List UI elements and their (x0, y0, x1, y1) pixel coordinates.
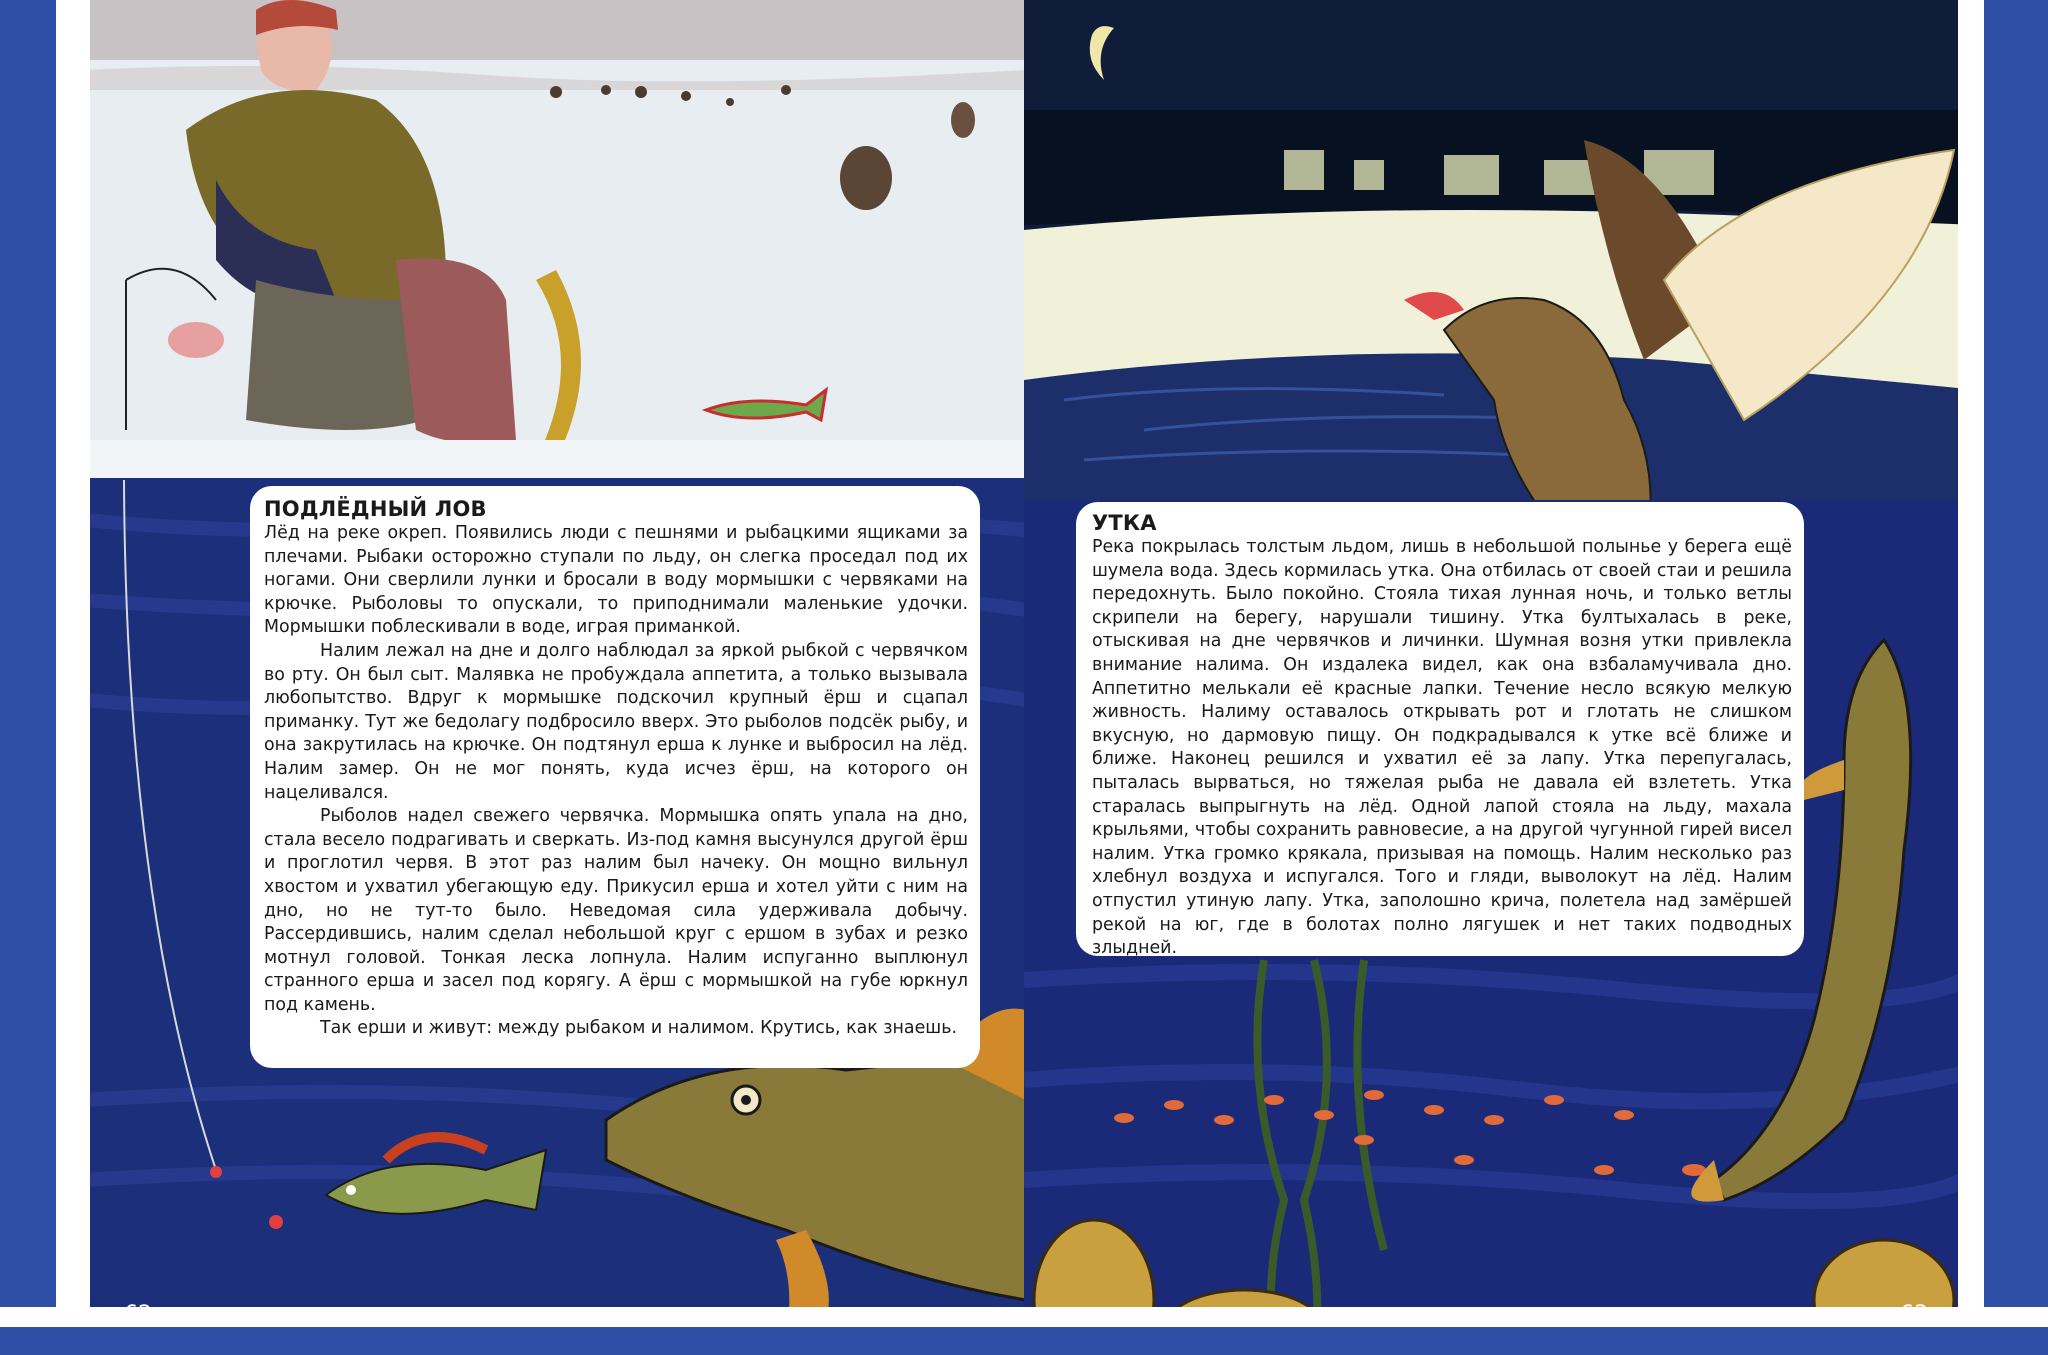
right-frame-edge (1958, 0, 1984, 1355)
left-story-box (250, 486, 980, 1068)
right-story-title: УТКА (1092, 511, 1157, 535)
left-paragraph: Так ерши и живут: между рыбаком и налимом. Крутись, как знаешь. (320, 1018, 957, 1039)
left-frame-edge (56, 0, 90, 1355)
left-paragraph: Рыболов надел свежего червячка. Мормышка опять упала на дно, стала весело подрагивать и сверкать. Из-под камня высунулся другой ёрш и проглотил червя. В этот раз налим был начеку. Он мощно вильнул хвостом и ухватил убегающую еду. Прикусил ерша и хотел уйти с ним на дно, но не тут-то было. Неведомая сила удерживала добычу. Рассердившись, налим сделал небольшой круг с ершом в зубах и резко мотнул головой. Тонкая леска лопнула. Налим испуганно выплюнул странного ерша и засел под корягу. А ёрш с мормышкой на губе юркнул под камень. (264, 806, 968, 1015)
right-story-box (1076, 502, 1804, 959)
page-number-left: 62 (124, 1302, 152, 1327)
left-paragraph: Лёд на реке окреп. Появились люди с пешнями и рыбацкими ящиками за плечами. Рыбаки осторожно ступали по льду, он слегка проседал под их ногами. Они сверлили лунки и бросали в воду мормышки с червяками на крючке. Рыболовы то опускали, то приподнимали маленькие удочки. Мормышки поблескивали в воде, играя приманкой. (264, 523, 968, 638)
bottom-band-blue (0, 1327, 2048, 1355)
page-number-right: 63 (1900, 1302, 1928, 1327)
left-paragraph: Налим лежал на дне и долго наблюдал за яркой рыбкой с червячком во рту. Он был сыт. Малявка не пробуждала аппетита, а только вызывала любопытство. Вдруг к мормышке подскочил крупный ёрш и сцапал приманку. Тут же бедолагу подбросило вверх. Это рыболов подсёк рыбу, и она закрутилась на крючке. Он подтянул ерша к лунке и выбросил на лёд. Налим замер. Он не мог понять, куда исчез ёрш, на которого он нацеливался. (264, 640, 968, 803)
right-frame (1978, 0, 2048, 1355)
right-paragraph: Река покрылась толстым льдом, лишь в небольшой полынье у берега ещё шумела вода. Здесь кормилась утка. Она отбилась от своей стаи и решила передохнуть. Было покойно. Стояла тихая лунная ночь, и только ветлы скрипели на берегу, нарушали тишину. Утка бултыхалась в реке, отыскивая на дне червячков и личинки. Шумная возня утки привлекла внимание налима. Он издалека видел, как она взбаламучивала дно. Аппетитно мелькали её красные лапки. Течение несло всякую мелкую живность. Налиму оставалось открывать рот и глотать не слишком вкусную, но дармовую пищу. Он подкрадывался к утке всё ближе и ближе. Наконец решился и ухватил её за лапу. Утка перепугалась, пыталась вырваться, но тяжелая рыба не давала ей взлететь. Утка старалась выпрыгнуть на лёд. Одной лапой стояла на льду, махала крыльями, чтобы сохранить равновесие, а на другой чугунной гирей висел налим. Утка громко крякала, призывая на помощь. Налим несколько раз хлебнул воздуха и испугался. Того и гляди, выволокут на лёд. Налим отпустил утиную лапу. Утка, заполошно крича, полетела над замёршей рекой на юг, где в болотах полно лягушек и нет таких подводных злыдней. (1092, 537, 1792, 959)
left-story-title: ПОДЛЁДНЫЙ ЛОВ (264, 497, 487, 521)
